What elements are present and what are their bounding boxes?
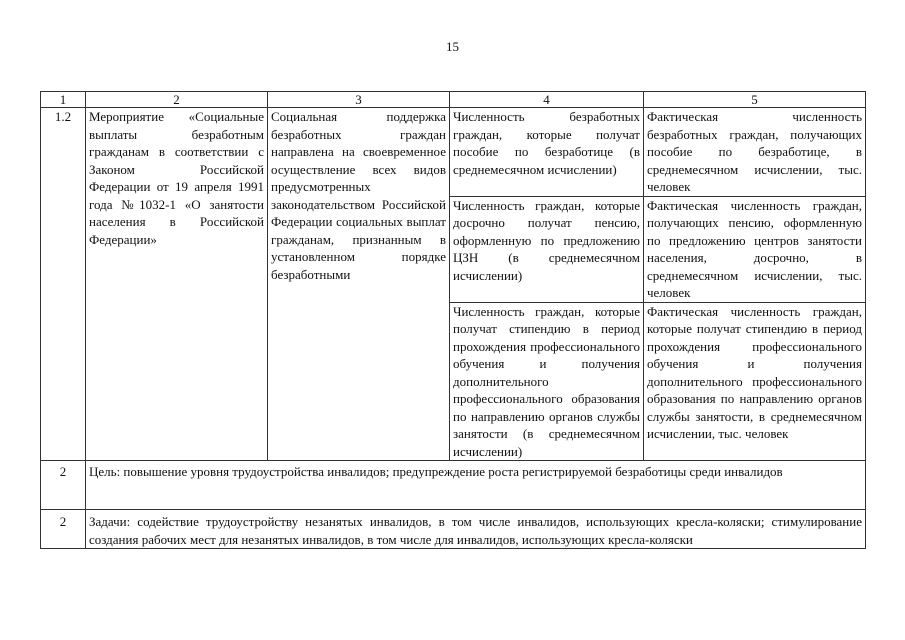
program-table xyxy=(40,91,866,549)
row-number: 2 xyxy=(41,461,86,510)
tasks-cell: Задачи: содействие трудоустройству незанятых инвалидов, в том числе инвалидов, использующих кресла-коляски; стимулирование создания рабочих мест для незанятых инвалидов, в том числе для инвалидов, использующих кресла-коляски xyxy=(86,510,866,549)
indicator-value-cell: Фактическая численность граждан, получающих пенсию, оформленную по предложению центров занятости населения, досрочно, в среднемесячном исчислении, тыс. человек xyxy=(644,196,866,302)
row-number: 2 xyxy=(41,510,86,549)
indicator-name-cell: Численность граждан, которые получат стипендию в период прохождения профессионального обучения и получения дополнительного профессионального образования по направлению органов службы занятости (в среднемесячном исчислении) xyxy=(450,302,644,461)
table-header-row xyxy=(41,92,866,108)
indicator-value-cell: Фактическая численность безработных граждан, получающих пособие по безработице, в среднемесячном исчислении, тыс. человек xyxy=(644,108,866,197)
header-cell: 1 xyxy=(41,92,86,108)
table-row xyxy=(41,461,866,510)
row-number: 1.2 xyxy=(41,108,86,461)
goal-cell: Цель: повышение уровня трудоустройства инвалидов; предупреждение роста регистрируемой безработицы среди инвалидов xyxy=(86,461,866,510)
measure-cell: Мероприятие «Социальные выплаты безработным гражданам в соответствии с Законом Российской Федерации от 19 апреля 1991 года №1032-1 «О занятости населения в Российской Федерации» xyxy=(86,108,268,461)
description-cell: Социальная поддержка безработных граждан направлена на своевременное осуществление всех видов предусмотренных законодательством Российской Федерации социальных выплат гражданам, признанным в установленном порядке безработными xyxy=(268,108,450,461)
indicator-value-cell: Фактическая численность граждан, которые получат стипендию в период прохождения профессионального обучения и получения дополнительного профессионального образования по направлению органов службы занятости, в среднемесячном исчислении, тыс. человек xyxy=(644,302,866,461)
header-cell: 4 xyxy=(450,92,644,108)
header-cell: 2 xyxy=(86,92,268,108)
header-cell: 3 xyxy=(268,92,450,108)
table-row xyxy=(41,510,866,549)
header-cell: 5 xyxy=(644,92,866,108)
indicator-name-cell: Численность граждан, которые досрочно получат пенсию, оформленную по предложению ЦЗН (в среднемесячном исчислении) xyxy=(450,196,644,302)
table-row xyxy=(41,108,866,197)
indicator-name-cell: Численность безработных граждан, которые получат пособие по безработице (в среднемесячном исчислении) xyxy=(450,108,644,197)
page-number: 15 xyxy=(446,39,459,54)
